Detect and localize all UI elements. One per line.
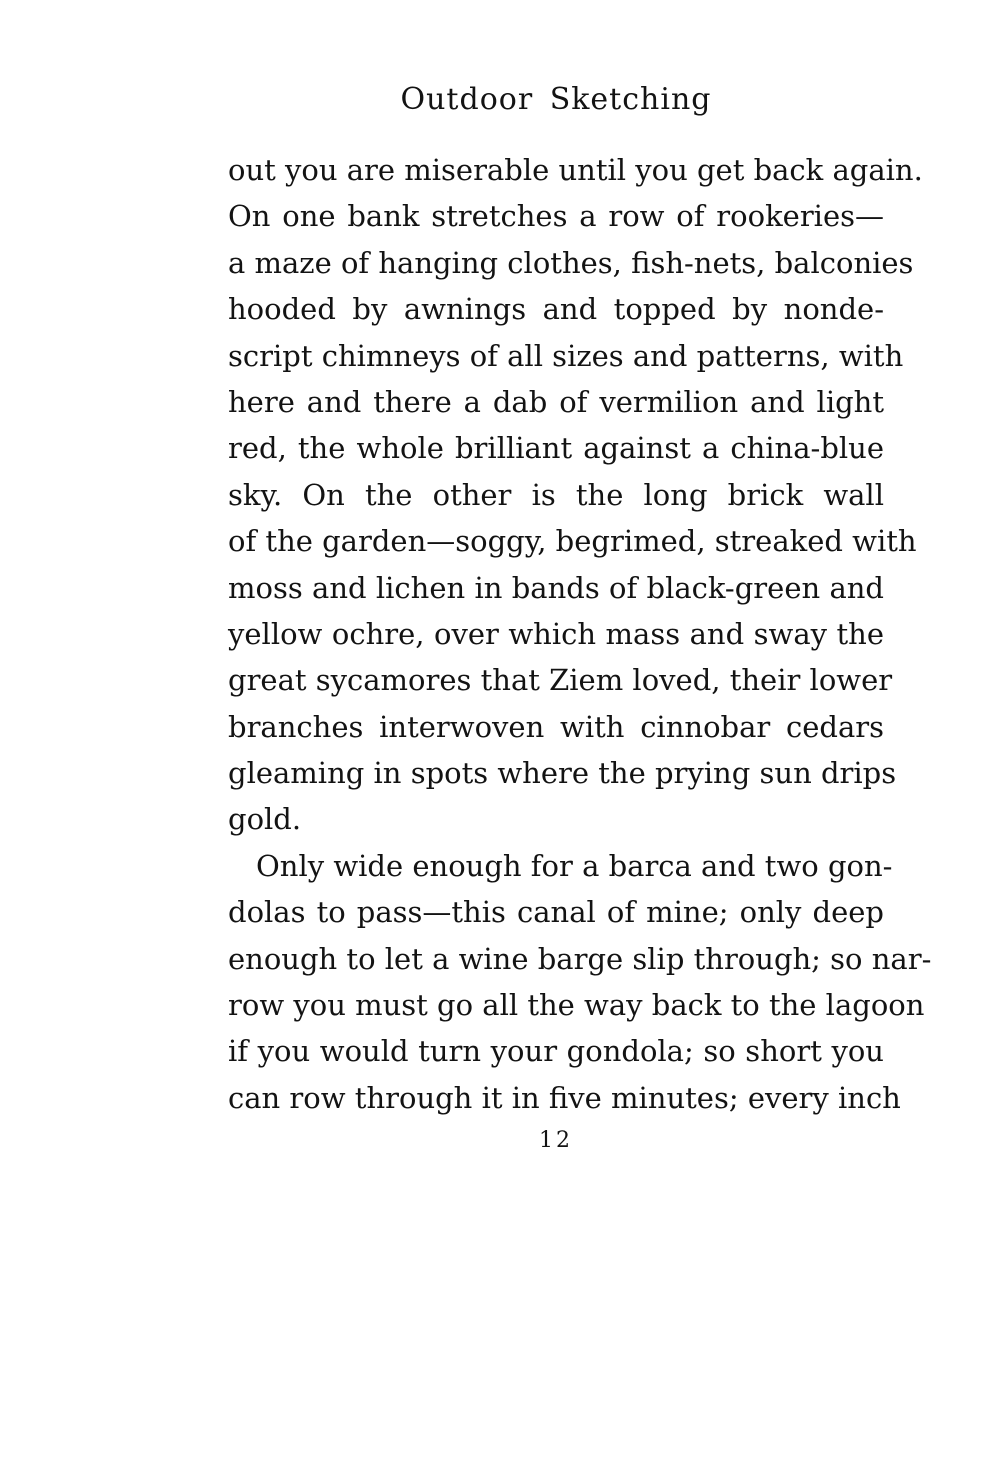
text-line: branches interwoven with cinnobar cedars — [228, 709, 884, 744]
text-line: script chimneys of all sizes and patterns, with — [228, 338, 904, 373]
text-line: great sycamores that Ziem loved, their lower — [228, 663, 893, 698]
text-line: red, the whole brilliant against a china-blue — [228, 431, 884, 466]
body-text — [228, 147, 932, 1121]
text-line: hooded by awnings and topped by nonde- — [228, 292, 884, 327]
text-line: gold. — [228, 802, 302, 837]
text-line: if you would turn your gondola; so short you — [228, 1034, 884, 1069]
text-line: of the garden—soggy, begrimed, streaked with — [228, 524, 917, 559]
text-line: moss and lichen in bands of black-green and — [228, 570, 884, 605]
text-line: sky. On the other is the long brick wall — [228, 477, 884, 512]
text-line: gleaming in spots where the prying sun drips — [228, 756, 897, 791]
text-line: yellow ochre, over which mass and sway the — [228, 616, 884, 651]
text-line: a maze of hanging clothes, fish-nets, balconies — [228, 245, 914, 280]
text-line: here and there a dab of vermilion and light — [228, 384, 884, 419]
text-line: can row through it in five minutes; every inch — [228, 1080, 901, 1115]
paragraph — [228, 843, 932, 1121]
text-line: enough to let a wine barge slip through; so nar- — [228, 941, 932, 976]
text-line: Only wide enough for a barca and two gon- — [256, 848, 893, 883]
page-number: 12 — [539, 1128, 573, 1153]
text-line: out you are miserable until you get back again. — [228, 153, 923, 187]
text-line: On one bank stretches a row of rookeries— — [228, 199, 884, 234]
paragraph — [228, 147, 923, 843]
text-line: row you must go all the way back to the lagoon — [228, 988, 925, 1023]
running-header: Outdoor Sketching — [400, 82, 712, 117]
text-line: dolas to pass—this canal of mine; only deep — [228, 895, 884, 930]
